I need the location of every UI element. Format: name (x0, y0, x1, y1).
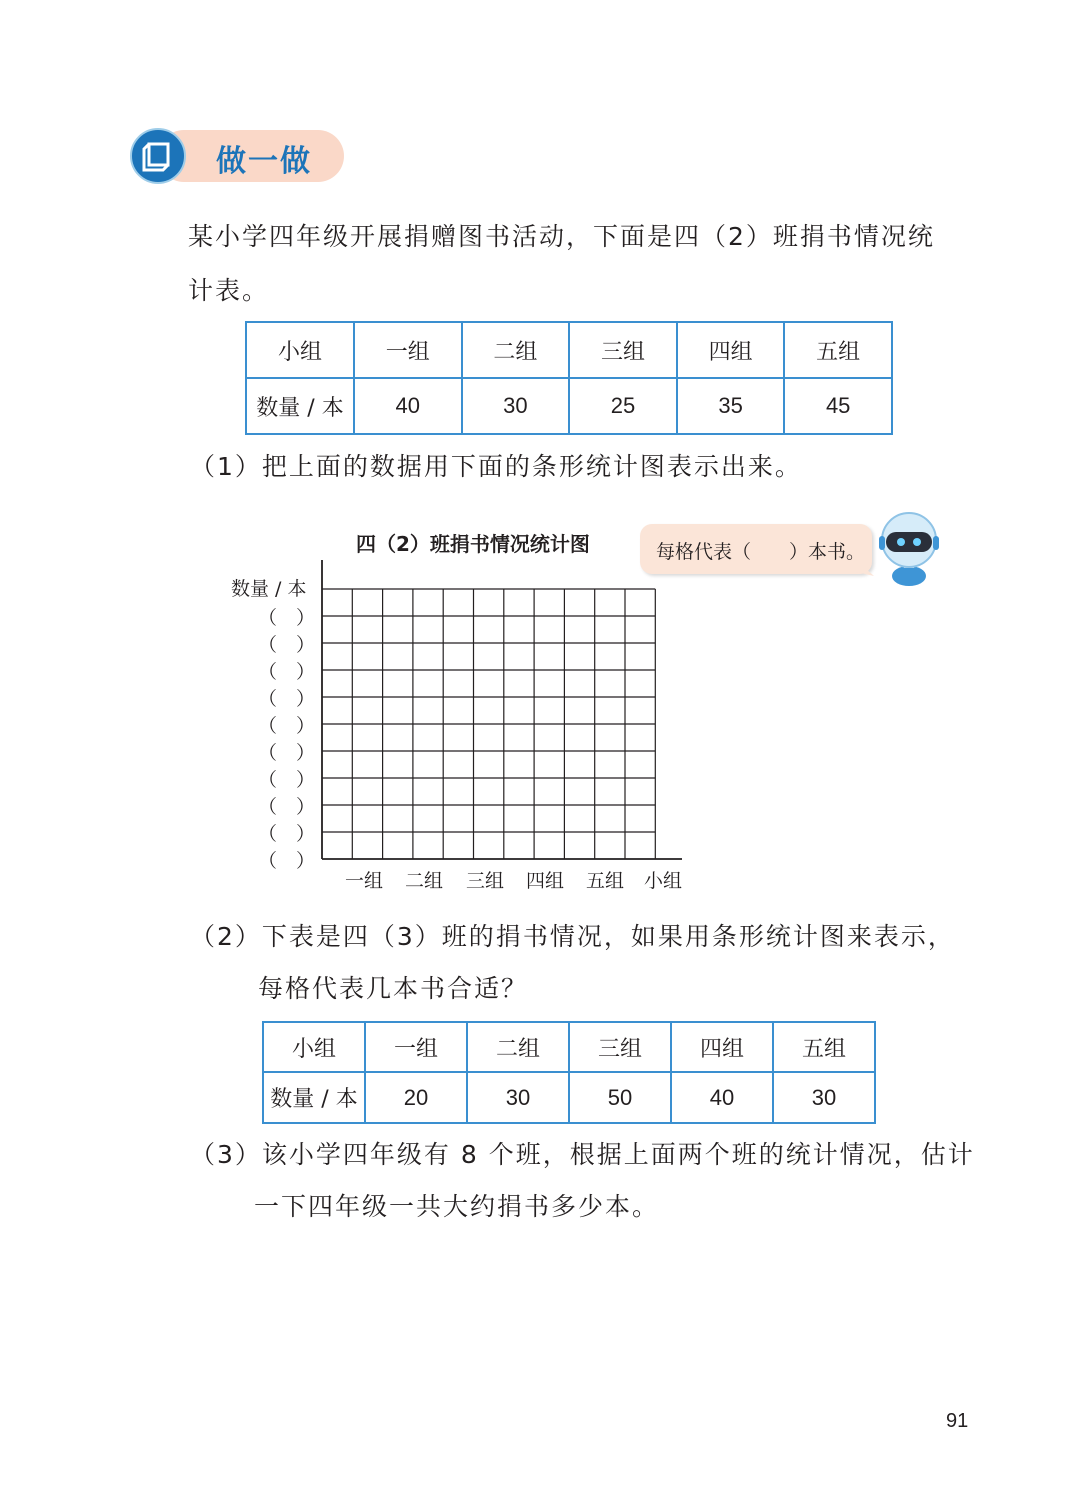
x-label-group-5: 五组 (586, 870, 625, 892)
table-row-label: 数量 / 本 (246, 378, 354, 434)
y-tick-blank-5: （ ） (258, 742, 316, 764)
section-badge (130, 128, 344, 184)
question-3-line-2: 一下四年级一共大约捐书多少本。 (254, 1192, 660, 1221)
intro-line-2: 计表。 (188, 276, 270, 305)
table-group-4: 四组 (677, 322, 785, 378)
question-1: （1）把上面的数据用下面的条形统计图表示出来。 (190, 452, 802, 481)
speech-tail (856, 558, 876, 578)
x-axis-label: 小组 (644, 870, 683, 892)
table-value-5: 45 (784, 378, 892, 434)
y-tick-blank-3: （ ） (258, 796, 316, 818)
donation-table-class-3 (262, 1021, 876, 1124)
speech-text: 每格代表（ ）本书。 (656, 541, 866, 563)
x-label-group-4: 四组 (526, 870, 565, 892)
robot-icon (876, 508, 942, 586)
x-label-group-1: 一组 (345, 870, 384, 892)
table-group-3: 三组 (569, 322, 677, 378)
y-axis-label: 数量 / 本 (231, 578, 307, 600)
table2-row-label: 数量 / 本 (263, 1072, 365, 1123)
table2-group-1: 一组 (365, 1022, 467, 1072)
chart-title: 四（2）班捐书情况统计图 (356, 532, 590, 556)
table2-group-3: 三组 (569, 1022, 671, 1072)
table2-group-5: 五组 (773, 1022, 875, 1072)
practice-icon (130, 128, 186, 184)
y-tick-blank-10: （ ） (258, 607, 316, 629)
section-title: 做一做 (216, 144, 312, 179)
page-number: 91 (946, 1410, 969, 1432)
y-tick-blank-1: （ ） (258, 850, 316, 872)
x-label-group-2: 二组 (405, 870, 444, 892)
question-2-line-2: 每格代表几本书合适？ (258, 974, 529, 1003)
table-value-3: 25 (569, 378, 677, 434)
y-tick-blank-9: （ ） (258, 634, 316, 656)
table2-value-1: 20 (365, 1072, 467, 1123)
question-2-line-1: （2）下表是四（3）班的捐书情况，如果用条形统计图来表示， (190, 922, 955, 951)
y-tick-blank-6: （ ） (258, 715, 316, 737)
table2-group-4: 四组 (671, 1022, 773, 1072)
question-3-line-1: （3）该小学四年级有 8 个班，根据上面两个班的统计情况，估计 (190, 1140, 975, 1169)
table-value-4: 35 (677, 378, 785, 434)
table2-value-5: 30 (773, 1072, 875, 1123)
donation-table-class-2 (245, 321, 893, 435)
table2-header-label: 小组 (263, 1022, 365, 1072)
intro-line-1: 某小学四年级开展捐赠图书活动，下面是四（2）班捐书情况统 (188, 222, 935, 251)
table2-value-2: 30 (467, 1072, 569, 1123)
y-tick-blank-2: （ ） (258, 823, 316, 845)
table-group-2: 二组 (462, 322, 570, 378)
table-header-label: 小组 (246, 322, 354, 378)
y-tick-blank-4: （ ） (258, 769, 316, 791)
y-tick-blank-8: （ ） (258, 661, 316, 683)
table2-value-4: 40 (671, 1072, 773, 1123)
x-label-group-3: 三组 (466, 870, 505, 892)
table-value-1: 40 (354, 378, 462, 434)
chart-grid (310, 560, 690, 870)
table2-group-2: 二组 (467, 1022, 569, 1072)
table2-value-3: 50 (569, 1072, 671, 1123)
table-value-2: 30 (462, 378, 570, 434)
table-group-1: 一组 (354, 322, 462, 378)
y-tick-blank-7: （ ） (258, 688, 316, 710)
table-group-5: 五组 (784, 322, 892, 378)
